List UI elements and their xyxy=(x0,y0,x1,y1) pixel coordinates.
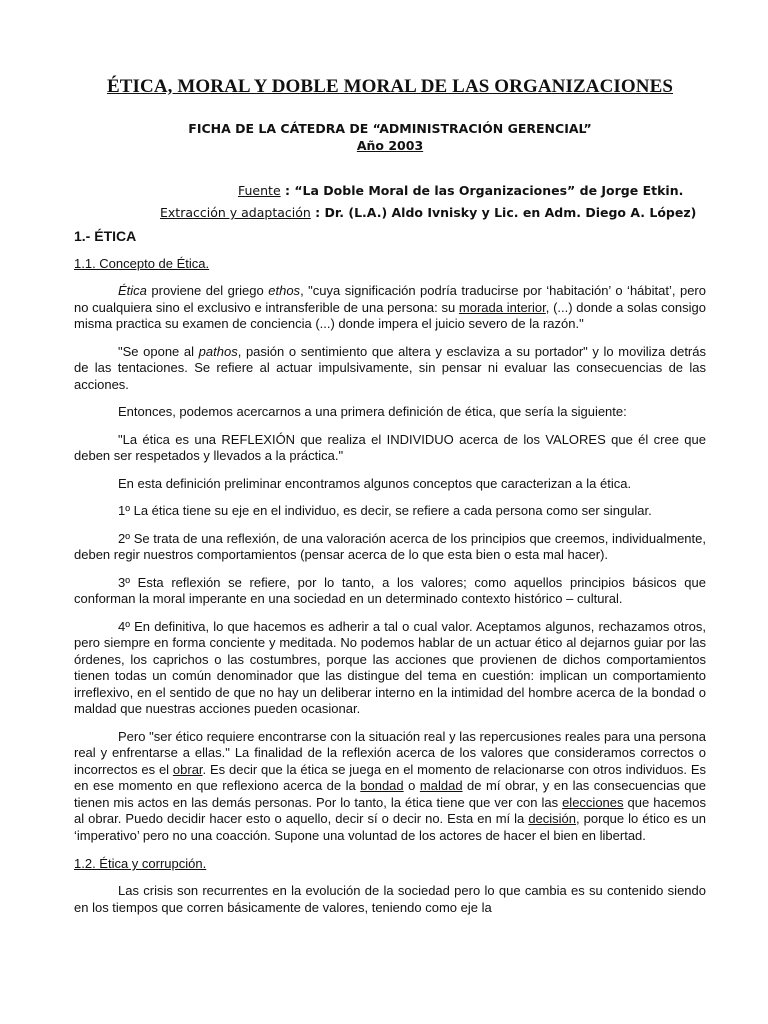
adaptation-value: Dr. (L.A.) Aldo Ivnisky y Lic. en Adm. Diego A. López) xyxy=(324,205,697,220)
subsection-heading-corrupcion: 1.2. Ética y corrupción. xyxy=(74,856,207,871)
subsection-heading-concepto: 1.1. Concepto de Ética. xyxy=(74,256,210,271)
source-info xyxy=(74,180,706,224)
adaptation-label: Extracción y adaptación xyxy=(160,205,311,220)
source-label: Fuente xyxy=(238,183,281,198)
paragraph-1: Ética proviene del griego ethos, "cuya significación podría traducirse por ‘habitación’ o ‘hábitat’, pero no cualquiera sino el exclusivo e intransferible de una persona: su morada interior, (...) donde a solas consigo misma practica su examen de conciencia (...) donde impera el juicio severo de la razón." xyxy=(74,283,706,331)
paragraph-4: "La ética es una REFLEXIÓN que realiza el INDIVIDUO acerca de los VALORES que él cree que deben ser respetados y llevados a la práctica." xyxy=(74,431,706,463)
paragraph-8: 3º Esta reflexión se refiere, por lo tanto, a los valores; como aquellos principios básicos que conforman la moral imperante en una sociedad en un determinado contexto histórico – cultural. xyxy=(74,574,706,606)
paragraph-7: 2º Se trata de una reflexión, de una valoración acerca de los principios que creemos, individualmente, deben regir nuestros comportamientos (pensar acerca de lo que esta bien o esta mal hacer). xyxy=(74,530,706,562)
paragraph-6: 1º La ética tiene su eje en el individuo, es decir, se refiere a cada persona como ser singular. xyxy=(118,503,652,518)
section-heading-etica: 1.- ÉTICA xyxy=(74,228,137,244)
subtitle-year: Año 2003 xyxy=(356,138,424,153)
adaptation-line: Extracción y adaptación : Dr. (L.A.) Aldo Ivnisky y Lic. en Adm. Diego A. López) xyxy=(160,205,697,220)
paragraph-10: Pero "ser ético requiere encontrarse con la situación real y las repercusiones reales para una persona real y enfrentarse a ellas." La finalidad de la reflexión acerca de los valores que consideramos correctos o incorrectos es el obrar. Es decir que la ética se juega en el momento de relacionarse con otros individuos. Es en ese momento en que reflexiono acerca de la bondad o maldad de mí obrar, y en las consecuencias que tienen mis actos en las demás personas. Por lo tanto, la ética tiene que ver con las elecciones que hacemos al obrar. Puedo decidir hacer esto o aquello, decir sí o decir no. Esta en mí la decisión, porque lo ético es un ‘imperativo’ pero no una coacción. Supone una voluntad de los actores de hacer el bien en libertad. xyxy=(74,728,706,843)
subtitle-course: FICHA DE LA CÁTEDRA DE “ADMINISTRACIÓN GERENCIAL” xyxy=(188,121,592,136)
source-line: Fuente : “La Doble Moral de las Organizaciones” de Jorge Etkin. xyxy=(238,183,684,198)
document-title: ÉTICA, MORAL Y DOBLE MORAL DE LAS ORGANIZACIONES xyxy=(106,76,674,97)
document-subtitle xyxy=(74,120,706,154)
paragraph-11: Las crisis son recurrentes en la evolución de la sociedad pero lo que cambia es su contenido siendo en los tiempos que corren básicamente de valores, teniendo como eje la xyxy=(74,883,706,915)
paragraph-3: Entonces, podemos acercarnos a una primera definición de ética, que sería la siguiente: xyxy=(118,404,627,419)
source-value: “La Doble Moral de las Organizaciones” de Jorge Etkin. xyxy=(294,183,684,198)
paragraph-9: 4º En definitiva, lo que hacemos es adherir a tal o cual valor. Aceptamos algunos, rechazamos otros, pero siempre en forma conciente y meditada. No podemos hablar de un actuar ético al dejarnos guiar por las órdenes, los caprichos o las costumbres, porque las acciones que provienen de dichos comportamientos tienen todas un común denominador que las distingue del tema en cuestión: implican un comportamiento irreflexivo, en el sentido de que no hay un deliberar interno en la intimidad del hombre acerca de la bondad o maldad que nuestras acciones pueden ocasionar. xyxy=(74,618,706,716)
paragraph-2: "Se opone al pathos, pasión o sentimiento que altera y esclaviza a su portador" y lo moviliza detrás de las tentaciones. Se refiere al actuar impulsivamente, sin pensar ni evaluar las consecuencias de las acciones. xyxy=(74,343,706,392)
paragraph-5: En esta definición preliminar encontramos algunos conceptos que caracterizan a la ética. xyxy=(118,475,632,491)
